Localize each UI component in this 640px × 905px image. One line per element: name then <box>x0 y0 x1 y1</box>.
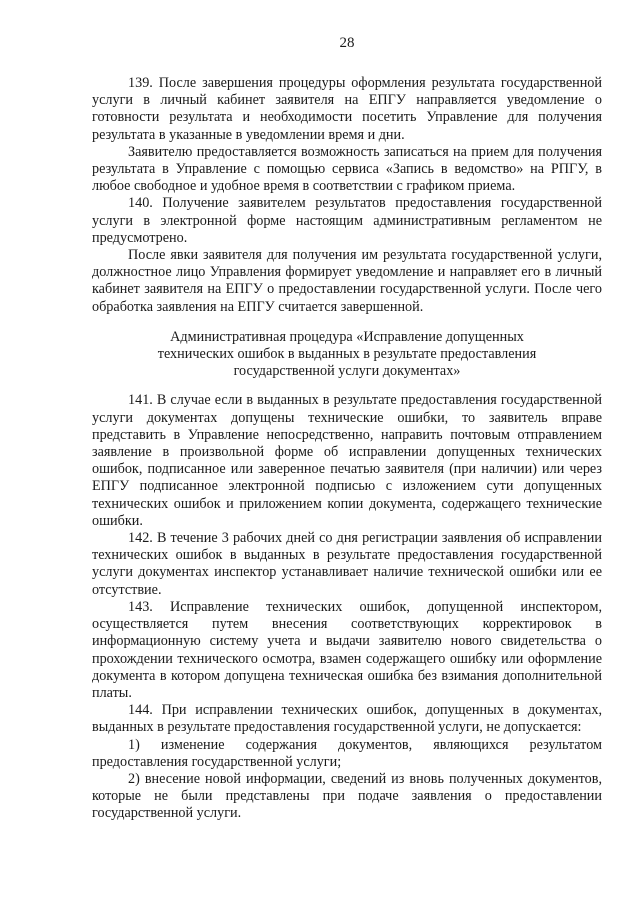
paragraph-142: 142. В течение 3 рабочих дней со дня регистрации заявления об исправлении технических ошибок в выданных в результате предоставления государственной услуги документах инспектор устанавливает наличие технической ошибки или ее отсутствие. <box>92 530 602 598</box>
paragraph-140: 140. Получение заявителем результатов предоставления государственной услуги в электронной форме настоящим административным регламентом не предусмотрено. <box>92 195 602 246</box>
paragraph-143: 143. Исправление технических ошибок, допущенной инспектором, осуществляется путем внесения соответствующих корректировок в информационную систему учета и выдачи заявителю нового свидетельства о прохождении технического осмотра, взамен содержащего ошибку или оформление документа в котором допущена техническая ошибка без взимания дополнительной платы. <box>92 598 602 701</box>
section-heading-line: Административная процедура «Исправление допущенных <box>170 328 524 345</box>
paragraph-141: 141. В случае если в выданных в результате предоставления государственной услуги документах допущены технические ошибки, то заявитель вправе представить в Управление непосредственно, направить почтовым отправлением заявление в произвольной форме об исправлении допущенных технических ошибок, подписанное или заверенное печатью заявителя (при наличии) или через ЕПГУ подписанное электронной подписью с изложением сути допущенных технических ошибок и приложением копии документа, содержащего технические ошибки. <box>92 392 602 529</box>
paragraph-completion: После явки заявителя для получения им результата государственной услуги, должностное лицо Управления формирует уведомление и направляет его в личный кабинет заявителя на ЕПГУ о предоставлении государственной услуги. После чего обработка заявления на ЕПГУ считается завершенной. <box>92 247 602 315</box>
section-heading <box>92 329 602 381</box>
paragraph-appointment: Заявителю предоставляется возможность записаться на прием для получения результата в Управление с помощью сервиса «Запись в ведомство» на РПГУ, в любое свободное и удобное время в соответствии с графиком приема. <box>92 143 602 195</box>
section-heading-line: государственной услуги документах» <box>233 363 461 380</box>
list-item-1: 1) изменение содержания документов, являющихся результатом предоставления государственной услуги; <box>92 736 602 770</box>
paragraph-139: 139. После завершения процедуры оформления результата государственной услуги в личный кабинет заявителя на ЕПГУ направляется уведомление о готовности результата и необходимости посетить Управление для получения результата в указанные в уведомлении время и дни. <box>92 75 602 143</box>
paragraph-144: 144. При исправлении технических ошибок, допущенных в документах, выданных в результате предоставления государственной услуги, не допускается: <box>92 702 602 736</box>
page-number: 28 <box>339 35 355 51</box>
list-item-2: 2) внесение новой информации, сведений из вновь полученных документов, которые не были представлены при подаче заявления о предоставлении государственной услуги. <box>92 770 602 822</box>
section-heading-line: технических ошибок в выданных в результате предоставления <box>157 346 537 363</box>
